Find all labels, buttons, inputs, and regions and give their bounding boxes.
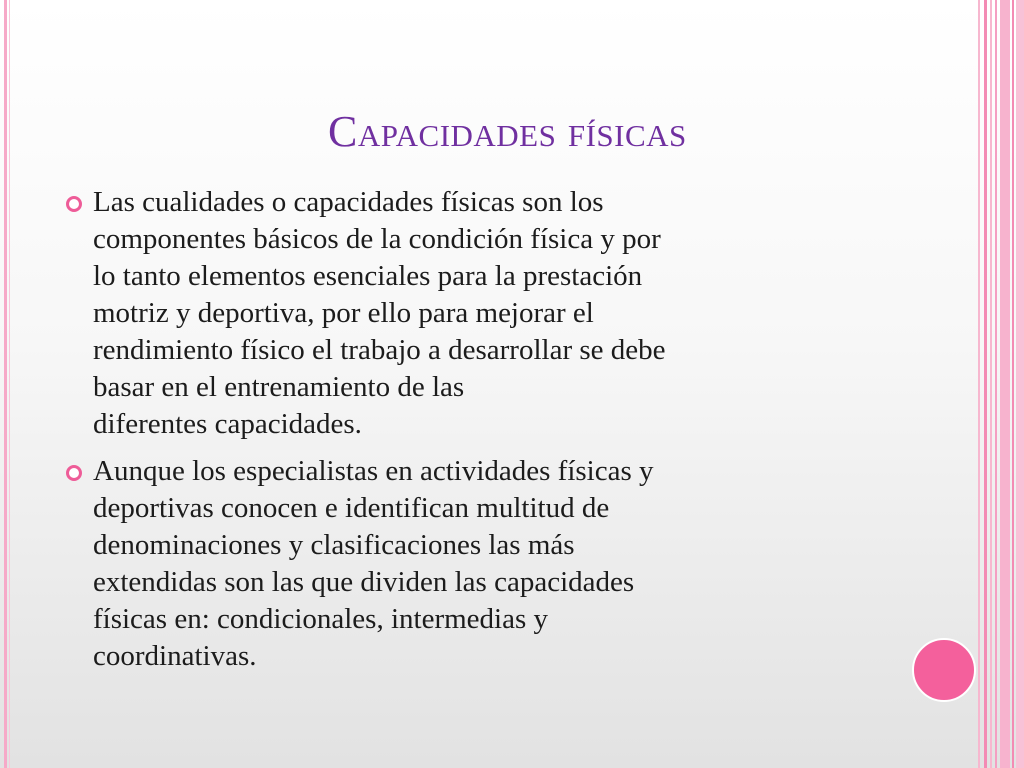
bullet-list xyxy=(64,184,884,685)
bullet-text: Las cualidades o capacidades físicas son los componentes básicos de la condición física y por lo tanto elementos esenciales para la prestación motriz y deportiva, por ello para mejorar el rendimiento físico el trabajo a desarrollar se debe basar en el entrenamiento de las diferentes capacidades. xyxy=(93,186,666,440)
bullet-item xyxy=(64,453,884,675)
right-decorative-stripe xyxy=(995,0,997,768)
right-decorative-stripe xyxy=(978,0,980,768)
bullet-text: Aunque los especialistas en actividades físicas y deportivas conocen e identifican multitud de denominaciones y clasificaciones las más extendidas son las que dividen las capacidades físicas en: condicionales, intermedias y coordinativas. xyxy=(93,455,654,672)
left-decorative-line-thin xyxy=(9,0,10,768)
right-decorative-stripe xyxy=(1000,0,1010,768)
ring-bullet-icon xyxy=(66,196,82,212)
pink-circle-decoration xyxy=(912,638,976,702)
left-decorative-line xyxy=(4,0,7,768)
right-decorative-stripe xyxy=(1012,0,1014,768)
ring-bullet-icon xyxy=(66,465,82,481)
right-decorative-stripe xyxy=(1016,0,1024,768)
slide-title: Capacidades físicas xyxy=(328,107,687,156)
right-decorative-stripe xyxy=(990,0,992,768)
right-decorative-stripe xyxy=(984,0,987,768)
bullet-item xyxy=(64,184,884,443)
